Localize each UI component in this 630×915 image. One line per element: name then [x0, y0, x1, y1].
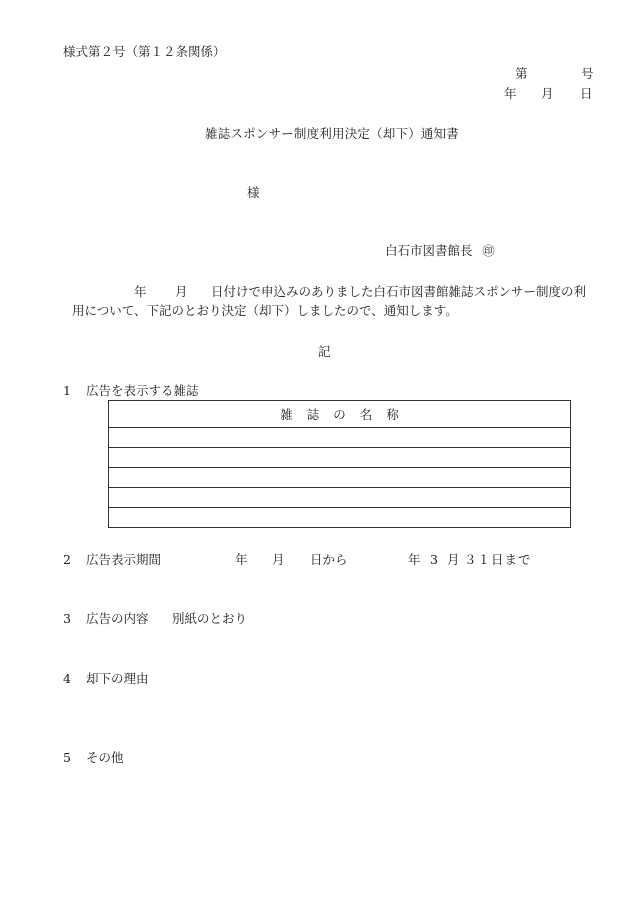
table-cell	[109, 428, 571, 448]
date-year: 年	[504, 86, 517, 101]
period-to-day: ３１日まで	[464, 552, 532, 567]
sender	[385, 243, 495, 259]
sender-name: 白石市図書館長	[385, 243, 473, 258]
form-number: 様式第２号（第１２条関係）	[63, 44, 226, 59]
addressee-suffix: 様	[247, 185, 260, 200]
table-row	[109, 488, 571, 508]
section-2	[0, 552, 630, 568]
section-5	[0, 750, 630, 766]
table-row	[109, 508, 571, 528]
period-to-year: 年	[408, 552, 421, 567]
body-text-1: 日付けで申込みのありました白石市図書館雑誌スポンサー制度の利	[211, 284, 587, 299]
doc-number-prefix: 第	[515, 66, 528, 81]
period-to-month-number: 3	[430, 552, 438, 567]
body-line-2: 用について、下記のとおり決定（却下）しましたので、通知します。	[72, 303, 458, 318]
period-to-month: 月	[447, 552, 460, 567]
section-1-number: 1	[63, 383, 71, 398]
section-5-number: 5	[63, 750, 71, 765]
seal-icon: ㊞	[482, 244, 495, 258]
table-cell	[109, 448, 571, 468]
section-4-label: 却下の理由	[86, 671, 149, 686]
table-header: 雑誌の名称	[109, 401, 571, 428]
table-row	[109, 428, 571, 448]
section-2-number: 2	[63, 552, 71, 567]
section-3-label: 広告の内容	[86, 611, 149, 626]
document-title: 雑誌スポンサー制度利用決定（却下）通知書	[205, 126, 460, 141]
section-3	[0, 611, 630, 627]
magazine-table	[108, 400, 571, 528]
ki-heading: 記	[318, 344, 331, 359]
section-1-label: 広告を表示する雑誌	[86, 383, 199, 398]
table-cell	[109, 468, 571, 488]
doc-number-suffix: 号	[581, 66, 594, 81]
period-from-year: 年	[235, 552, 248, 567]
section-3-value: 別紙のとおり	[172, 611, 248, 626]
body-year: 年	[134, 284, 147, 299]
period-from-month: 月	[272, 552, 285, 567]
section-4	[0, 671, 630, 687]
date-month: 月	[541, 86, 554, 101]
body-month: 月	[175, 284, 188, 299]
table-row	[109, 448, 571, 468]
section-4-number: 4	[63, 671, 71, 686]
table-cell	[109, 488, 571, 508]
section-3-number: 3	[63, 611, 71, 626]
section-5-label: その他	[86, 750, 124, 765]
date-day: 日	[580, 86, 593, 101]
section-2-label: 広告表示期間	[86, 552, 162, 567]
table-cell	[109, 508, 571, 528]
table-row	[109, 468, 571, 488]
section-1	[0, 383, 630, 399]
period-from-day: 日から	[310, 552, 348, 567]
